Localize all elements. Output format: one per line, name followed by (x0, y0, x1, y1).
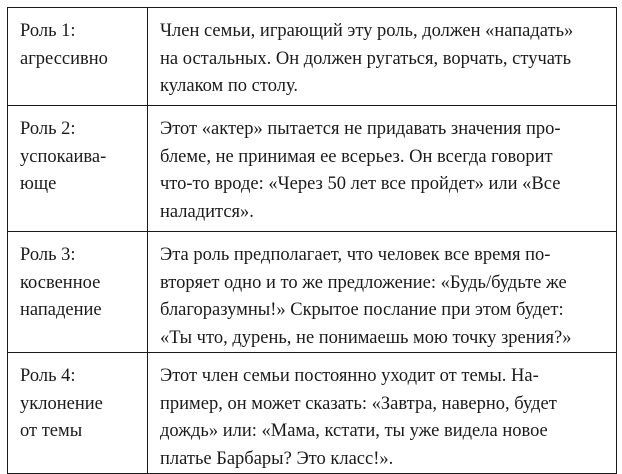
role-name-cell (8, 8, 148, 106)
role-name-cell (8, 106, 148, 232)
description-line: «Ты что, дурень, не понимаешь мою точку зрения?» (160, 327, 572, 348)
description-line: благоразумны!» Скрытое послание при этом будет: (160, 300, 564, 320)
description-line: Эта роль предполагает, что человек все время по- (160, 245, 551, 265)
role-name-line: нападение (20, 300, 102, 320)
description-line: кулаком по столу. (160, 76, 298, 96)
description-line: дождь» или: «Мама, кстати, ты уже видела новое (160, 421, 548, 441)
description-line: что-то вроде: «Через 50 лет все пройдет» или «Все (160, 174, 561, 194)
role-name-line: успокаива- (20, 146, 107, 167)
table-row (8, 106, 617, 232)
role-name-line: уклонение (20, 393, 103, 414)
description-line: платье Барбары? Это класс!». (160, 448, 394, 469)
role-name-line: Роль 1: (20, 21, 76, 41)
description-line: Член семьи, играющий эту роль, должен «нападать» (160, 21, 574, 41)
role-description-cell (148, 8, 617, 106)
description-line: пример, он может сказать: «Завтра, наверно, будет (160, 393, 557, 414)
role-description-cell (148, 232, 617, 353)
description-line: на остальных. Он должен ругаться, ворчать, стучать (160, 48, 572, 69)
role-name-cell (8, 232, 148, 353)
role-description-cell (148, 106, 617, 232)
role-description-cell (148, 353, 617, 474)
description-line: блеме, не принимая ее всерьез. Он всегда говорит (160, 146, 553, 167)
roles-table (7, 7, 617, 474)
role-name-line: от темы (20, 421, 83, 441)
role-name-line: косвенное (20, 272, 101, 293)
description-line: Этот член семьи постоянно уходит от темы. На- (160, 366, 539, 386)
role-name-line: Роль 3: (20, 245, 76, 265)
description-line: Этот «актер» пытается не придавать значения про- (160, 119, 561, 139)
role-name-line: Роль 2: (20, 119, 76, 139)
role-name-line: агрессивно (20, 48, 108, 69)
table-row (8, 232, 617, 353)
role-name-cell (8, 353, 148, 474)
description-line: вторяет одно и то же предложение: «Будь/будьте же (160, 272, 567, 293)
table-row (8, 353, 617, 474)
table-row (8, 8, 617, 106)
description-line: наладится». (160, 201, 254, 222)
role-name-line: юще (20, 174, 57, 194)
role-name-line: Роль 4: (20, 366, 76, 386)
